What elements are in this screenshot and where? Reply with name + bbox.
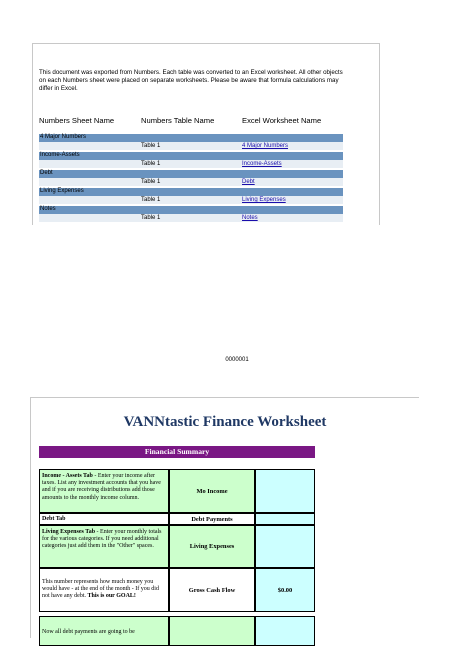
row5-label <box>169 616 255 646</box>
table-name: Table 1 <box>141 143 161 149</box>
table-row <box>39 214 343 222</box>
page-number: 0000001 <box>225 357 249 363</box>
mo-income-value[interactable] <box>255 469 315 513</box>
living-expenses-instructions: - Enter your monthly totals for the various categories. If you need additional categories just add them in the "Other" spaces. <box>42 529 162 550</box>
worksheet-link[interactable]: Living Expenses <box>242 197 286 203</box>
income-instructions: - Enter your income after taxes. List any investment accounts that you have and if you are receiving distributions add those amounts to the monthly income column. <box>42 473 161 501</box>
goal-text: This is our GOAL! <box>87 593 136 600</box>
header-sheet-name: Numbers Sheet Name <box>39 116 115 125</box>
gross-cash-flow-description <box>39 568 169 612</box>
worksheet-title: VANNtastic Finance Worksheet <box>123 414 327 430</box>
mo-income-label: Mo Income <box>169 469 255 513</box>
table-name: Table 1 <box>141 161 161 167</box>
worksheet-link[interactable]: 4 Major Numbers <box>242 143 289 149</box>
header-table-name: Numbers Table Name <box>141 116 215 125</box>
income-tab-name: Income - Assets Tab <box>42 473 93 479</box>
living-expenses-value[interactable] <box>255 525 315 568</box>
gross-cash-flow-explanation: This number represents how much money you would have - at the end of the month - If you did not have any debt. <box>42 579 159 600</box>
header-worksheet-name: Excel Worksheet Name <box>242 116 322 125</box>
export-intro-text: This document was exported from Numbers. Each table was converted to an Excel worksheet. All other objects on each Numbers sheet were placed on separate worksheets. Please be aware that formula calculations may differ in Excel. <box>39 69 343 93</box>
living-expenses-label: Living Expenses <box>169 525 255 568</box>
worksheet-link[interactable]: Notes <box>242 215 258 221</box>
table-row <box>39 178 343 186</box>
sheet-row: Living Expenses <box>39 188 343 196</box>
debt-tab-name: Debt Tab <box>42 516 66 522</box>
worksheet-link[interactable]: Income-Assets <box>242 161 282 167</box>
sheet-row: Income-Assets <box>39 152 343 160</box>
sheet-row: 4 Major Numbers <box>39 134 343 142</box>
living-expenses-description <box>39 525 169 568</box>
debt-payments-label: Debt Payments <box>169 513 255 525</box>
gross-cash-flow-label: Gross Cash Flow <box>169 568 255 612</box>
worksheet-link[interactable]: Debt <box>242 179 255 185</box>
income-description <box>39 469 169 513</box>
finance-worksheet-page <box>30 397 419 638</box>
living-expenses-tab-name: Living Expenses Tab <box>42 529 96 535</box>
table-row <box>39 142 343 150</box>
financial-summary-header: Financial Summary <box>39 446 315 458</box>
sheet-row: Notes <box>39 206 343 214</box>
table-name: Table 1 <box>141 197 161 203</box>
debt-payoff-description: Now all debt payments are going to be <box>39 616 169 646</box>
table-row <box>39 160 343 168</box>
debt-description <box>39 513 169 525</box>
gross-cash-flow-value[interactable]: $0.00 <box>255 568 315 612</box>
table-row <box>39 196 343 204</box>
row5-value[interactable] <box>255 616 315 646</box>
table-name: Table 1 <box>141 215 161 221</box>
table-name: Table 1 <box>141 179 161 185</box>
sheet-row: Debt <box>39 170 343 178</box>
debt-payments-value[interactable] <box>255 513 315 525</box>
export-summary-page <box>32 43 380 225</box>
